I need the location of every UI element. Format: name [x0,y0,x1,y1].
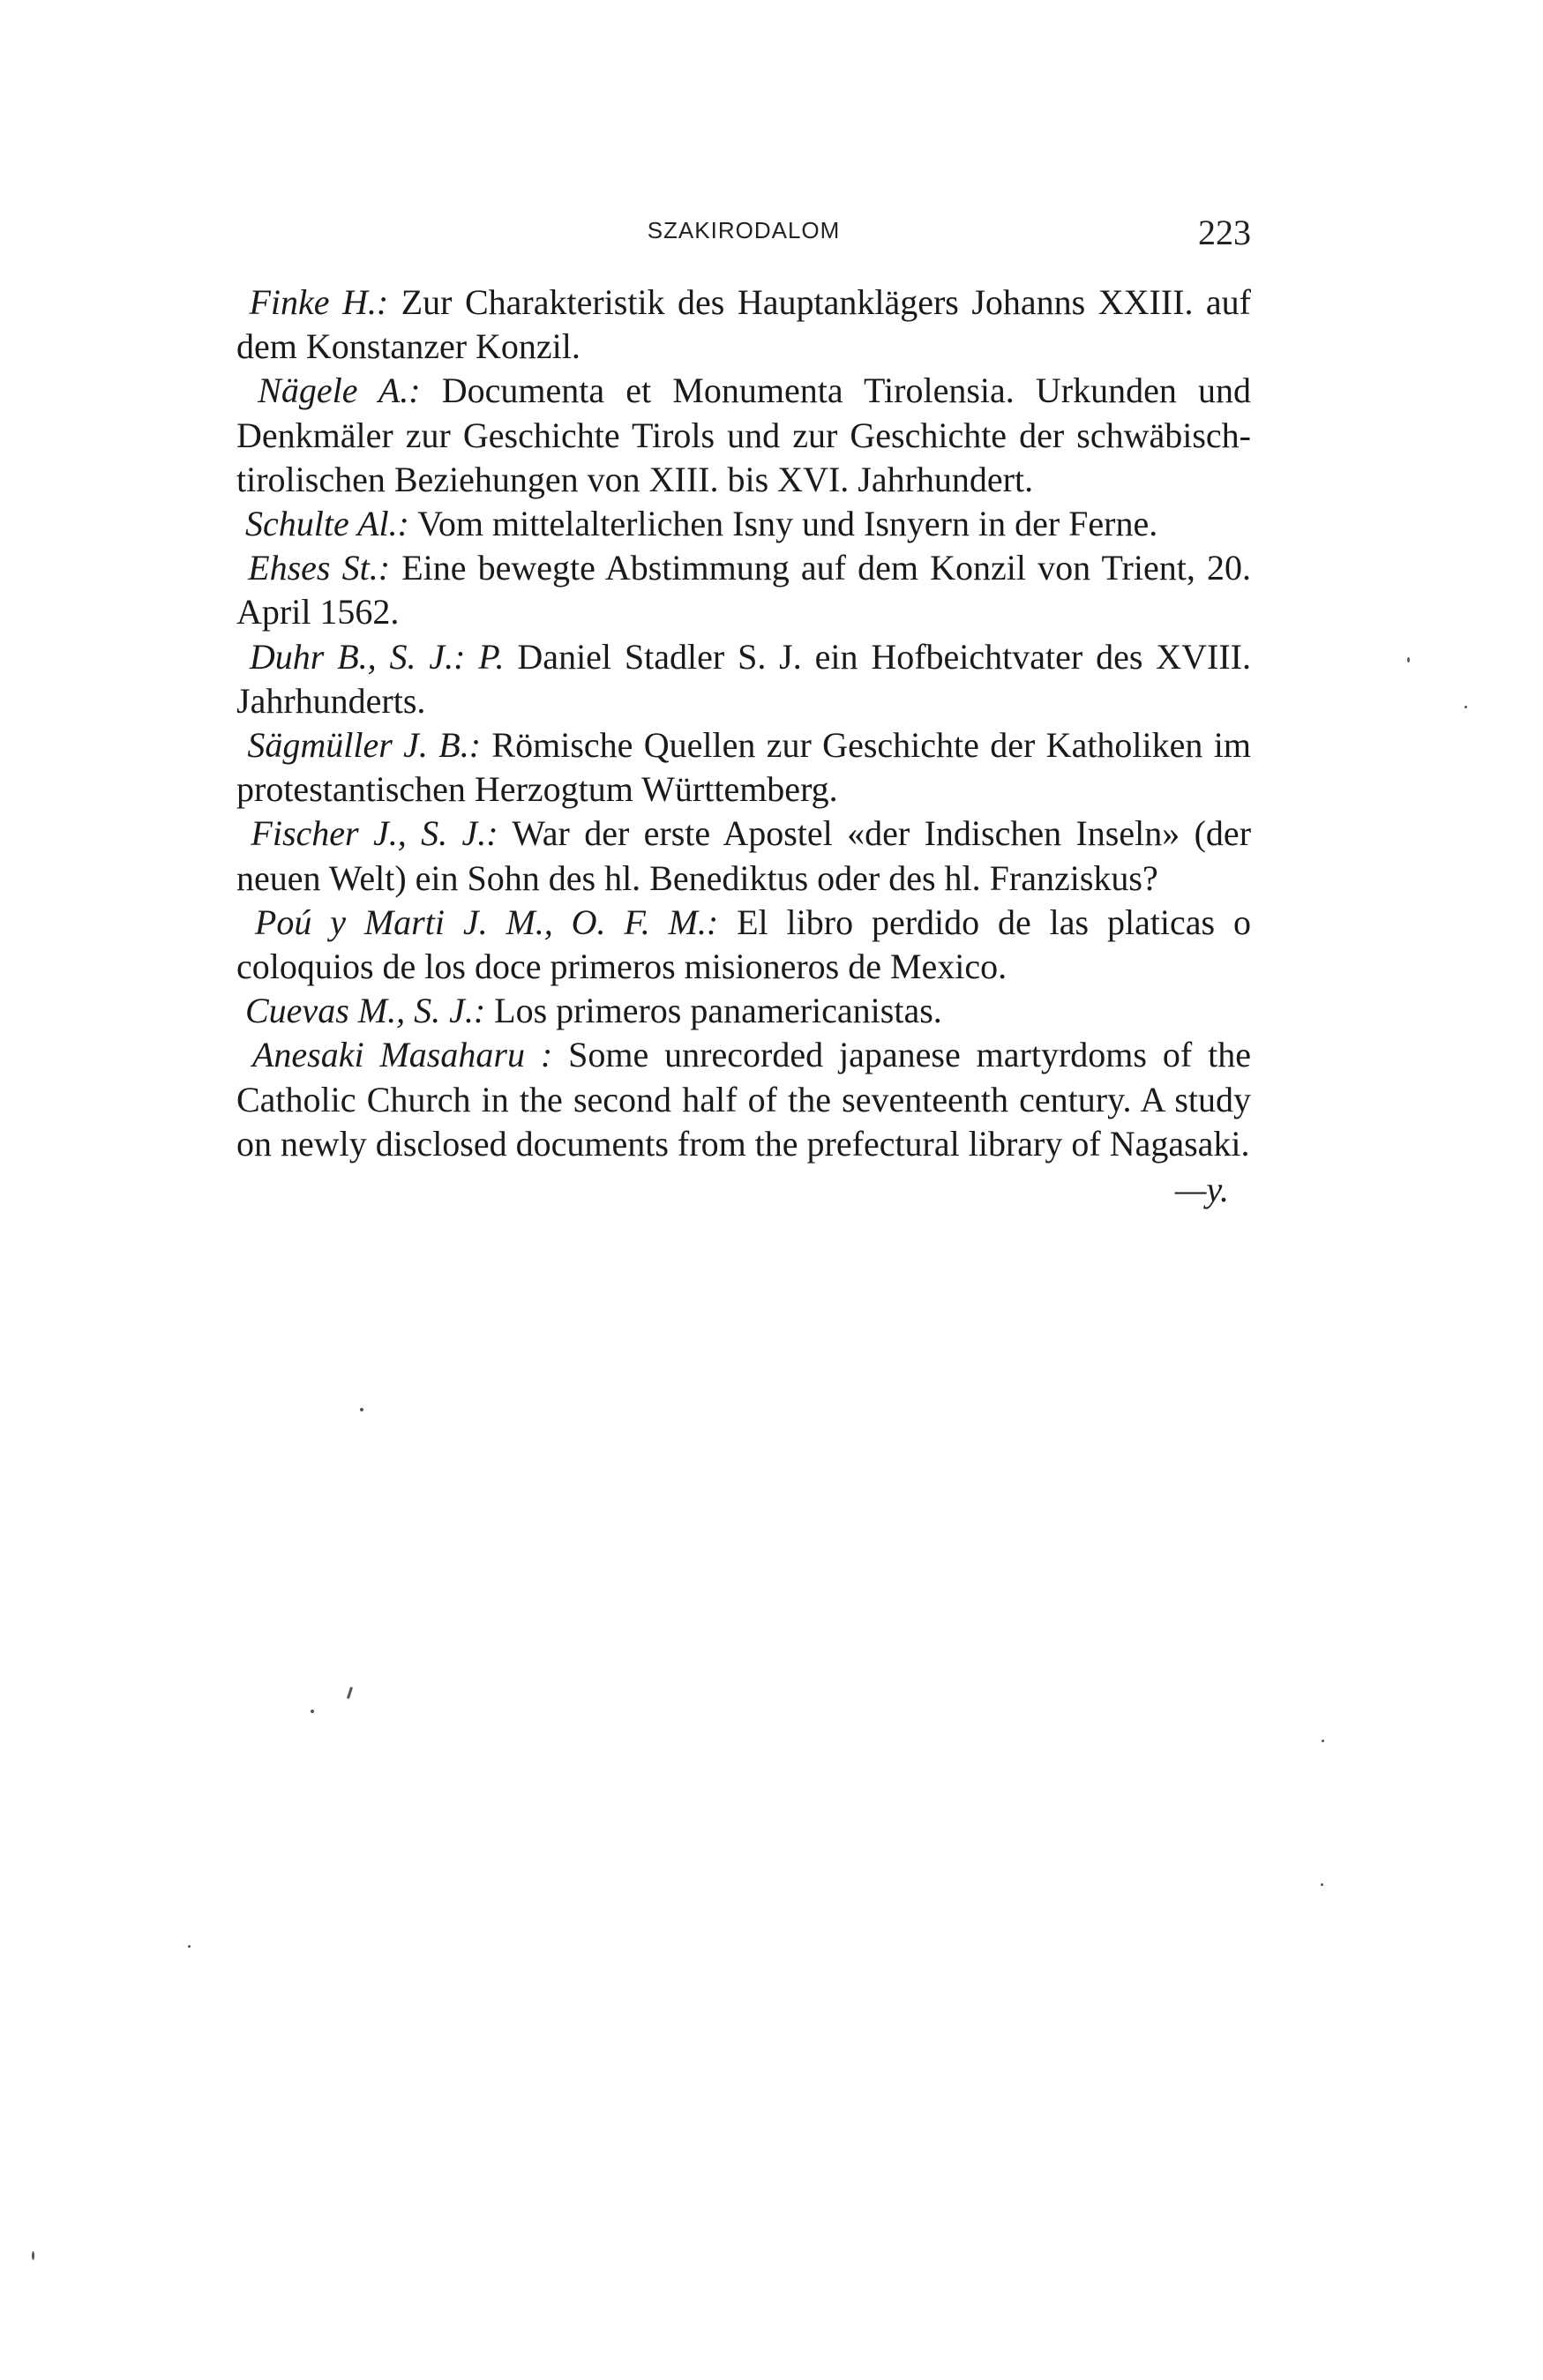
entry-author: Anesaki Masaharu : [251,1035,553,1075]
entry-title: Eine bewegte Abstimmung auf dem Konzil von Trient, 20. April 1562. [236,548,1251,632]
reviewer-signature: —y. [1174,1170,1229,1210]
entry-title: El libro perdido de las platicas o coloquios de los doce primeros misioneros de Mexico. [236,902,1252,987]
entry-author: Poú y Marti J. M., O. F. M.: [254,902,719,942]
entry-author: Ehses St.: [248,548,391,588]
running-head [236,212,1251,256]
entry-author: Finke H.: [249,282,389,322]
bibliography-entry [236,989,1251,1033]
bibliography-entry [236,723,1251,812]
running-title: SZAKIRODALOM [647,217,841,243]
scan-speck [1407,657,1410,662]
page-number: 223 [1198,213,1251,252]
scan-speck [1322,1740,1324,1742]
entry-title: Daniel Stadler S. J. ein Hofbeichtvater des XVIII. Jahrhunderts. [236,636,1251,721]
bibliography-entry [236,281,1251,369]
entry-author: Cuevas M., S. J.: [245,991,486,1031]
bibliography-list [236,281,1251,1212]
entry-title: Römische Quellen zur Geschichte der Katholiken im protestantischen Herzogtum Württemberg. [236,725,1252,810]
scan-speck [347,1687,353,1699]
entry-title: Los primeros panamericanistas. [485,991,942,1031]
scan-speck [1464,706,1467,708]
bibliography-entry [236,546,1251,634]
entry-author: Schulte Al.: [245,504,409,544]
bibliography-entry [236,901,1251,989]
scan-speck [188,1945,191,1948]
bibliography-entry [236,812,1251,900]
entry-title: War der erste Apostel «der Indischen Inseln» (der neuen Welt) ein Sohn des hl. Benediktus oder des hl. Franziskus? [236,813,1252,898]
bibliography-entry [236,369,1251,502]
scan-speck [311,1710,314,1713]
bibliography-entry [236,502,1251,546]
bibliography-entry [236,1033,1251,1166]
entry-author: Fischer J., S. J.: [251,813,498,854]
scan-speck [360,1408,363,1411]
entry-title: Some unrecorded japanese martyrdoms of the Catholic Church in the second half of the seventeenth century. A study on newly disclosed documents from the prefectural library of Nagasaki. [236,1035,1251,1164]
scan-speck [32,2251,34,2260]
entry-author: Nägele A.: [258,370,421,411]
entry-title: Documenta et Monumenta Tirolensia. Urkunden und Denkmäler zur Geschichte Tirols und zur Geschichte der schwäbisch-tirolischen Beziehungen von XIII. bis XVI. Jahrhundert. [236,370,1251,499]
scan-speck [1321,1883,1323,1886]
entry-author: Sägmüller J. B.: [247,725,482,766]
entry-title: Vom mittelalterlichen Isny und Isnyern in der Ferne. [408,504,1158,544]
entry-title: Zur Charakteristik des Hauptanklägers Johanns XXIII. auf dem Konstanzer Konzil. [236,282,1251,367]
entry-author: Duhr B., S. J.: P. [249,636,505,677]
bibliography-entry [236,635,1251,723]
